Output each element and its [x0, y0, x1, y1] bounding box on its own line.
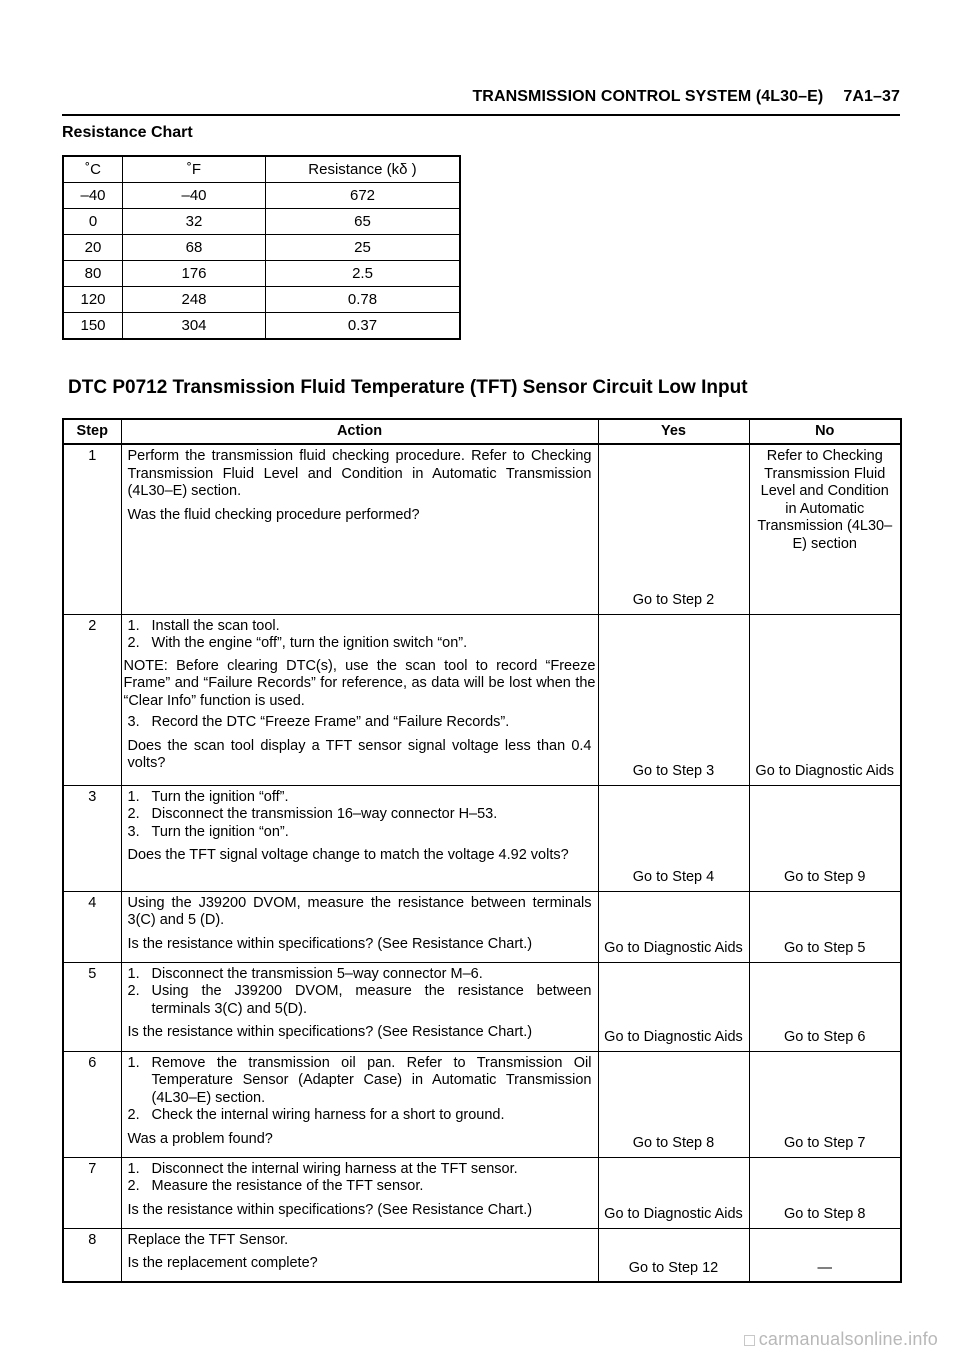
celsius-cell: 80: [63, 261, 123, 287]
list-item: [128, 789, 592, 807]
celsius-cell: –40: [63, 183, 123, 209]
list-item-text: Disconnect the transmission 5–way connector M–6.: [151, 965, 483, 982]
list-item-number: 2.: [127, 806, 140, 822]
list-item-text: Record the DTC “Freeze Frame” and “Failure Records”.: [151, 714, 510, 730]
resistance-cell: 2.5: [266, 261, 461, 287]
watermark-box-icon: [744, 1335, 755, 1346]
list-item-number: 3.: [127, 714, 140, 730]
action-text: Using the J39200 DVOM, measure the resistance between terminals 3(C) and 5 (D).: [127, 894, 592, 928]
resistance-cell: 0.78: [266, 287, 461, 313]
table-row: [63, 1051, 901, 1157]
resistance-chart-table: [62, 155, 461, 340]
table-row: [63, 235, 460, 261]
resistance-chart-header-row: [63, 156, 460, 183]
action-question: Is the resistance within specifications? (See Resistance Chart.): [127, 1201, 533, 1218]
no-result: Go to Step 5: [749, 891, 901, 962]
resistance-cell: 65: [266, 209, 461, 235]
dtc-title: DTC P0712 Transmission Fluid Temperature (TFT) Sensor Circuit Low Input: [68, 377, 748, 398]
celsius-cell: 120: [63, 287, 123, 313]
action-cell: [121, 1228, 598, 1282]
list-item: [128, 966, 592, 984]
action-cell: [121, 785, 598, 891]
fahrenheit-cell: 68: [123, 235, 266, 261]
list-item-number: 3.: [127, 823, 140, 840]
list-item: [128, 824, 592, 842]
list-item: [128, 983, 592, 1018]
column-header-action: Action: [121, 419, 598, 444]
table-row: [63, 1157, 901, 1228]
step-number: 6: [63, 1051, 121, 1157]
action-question: Does the scan tool display a TFT sensor signal voltage less than 0.4 volts?: [127, 737, 592, 771]
list-item-number: 2.: [127, 635, 140, 651]
step-number: 3: [63, 785, 121, 891]
action-cell: [121, 1157, 598, 1228]
watermark: [744, 1329, 938, 1350]
action-question: Is the resistance within specifications? (See Resistance Chart.): [127, 935, 533, 952]
step-number: 5: [63, 962, 121, 1051]
step-number: 7: [63, 1157, 121, 1228]
list-item-number: 2.: [127, 983, 140, 999]
step-number: 4: [63, 891, 121, 962]
table-row: [63, 444, 901, 614]
resistance-cell: 25: [266, 235, 461, 261]
table-row: [63, 614, 901, 785]
list-item-text: Measure the resistance of the TFT sensor.: [151, 1178, 424, 1194]
fahrenheit-cell: 32: [123, 209, 266, 235]
column-header-yes: Yes: [598, 419, 749, 444]
action-question: Was a problem found?: [127, 1130, 273, 1147]
action-cell: [121, 891, 598, 962]
yes-result: Go to Step 8: [598, 1051, 749, 1157]
action-question: Does the TFT signal voltage change to match the voltage 4.92 volts?: [127, 847, 569, 863]
step-number: 8: [63, 1228, 121, 1282]
no-result: Go to Step 7: [749, 1051, 901, 1157]
no-result: Go to Step 9: [749, 785, 901, 891]
action-list: [128, 1161, 592, 1196]
page-header: [62, 88, 900, 106]
table-row: [63, 261, 460, 287]
section-title: TRANSMISSION CONTROL SYSTEM (4L30–E): [472, 88, 824, 105]
list-item-number: 2.: [127, 1107, 140, 1123]
yes-result: Go to Diagnostic Aids: [598, 962, 749, 1051]
list-item-number: 1.: [127, 1054, 140, 1071]
no-result: Go to Diagnostic Aids: [749, 614, 901, 785]
list-item-number: 1.: [127, 1160, 140, 1177]
yes-result: Go to Step 12: [598, 1228, 749, 1282]
action-list: [128, 618, 592, 653]
action-note: NOTE: Before clearing DTC(s), use the scan tool to record “Freeze Frame” and “Failure Records” for reference, as data will be lost when the “Clear Info” function is used.: [123, 657, 596, 709]
no-result: Go to Step 8: [749, 1157, 901, 1228]
watermark-text: carmanualsonline.info: [758, 1329, 938, 1349]
yes-result: Go to Step 4: [598, 785, 749, 891]
list-item: [128, 714, 592, 732]
table-row: [63, 287, 460, 313]
column-header-resistance: Resistance (kδ ): [266, 156, 461, 183]
list-item-text: Disconnect the transmission 16–way connector H–53.: [151, 806, 498, 822]
resistance-chart-title: Resistance Chart: [62, 124, 193, 141]
table-row: [63, 962, 901, 1051]
resistance-cell: 0.37: [266, 313, 461, 340]
table-row: [63, 209, 460, 235]
table-row: [63, 1228, 901, 1282]
list-item: [128, 1055, 592, 1108]
action-list: [128, 789, 592, 842]
column-header-step: Step: [63, 419, 121, 444]
action-question: Is the resistance within specifications? (See Resistance Chart.): [127, 1024, 533, 1040]
table-row: [63, 785, 901, 891]
no-result: —: [749, 1228, 901, 1282]
table-row: [63, 891, 901, 962]
list-item-number: 1.: [127, 788, 140, 805]
list-item: [128, 618, 592, 636]
dtc-header-row: [63, 419, 901, 444]
column-header-no: No: [749, 419, 901, 444]
yes-result: Go to Step 2: [598, 444, 749, 614]
list-item-text: Remove the transmission oil pan. Refer to Transmission Oil Temperature Sensor (Adapter Case) in Automatic Transmission (4L30–E) section.: [151, 1054, 592, 1106]
list-item-number: 2.: [127, 1178, 140, 1194]
no-result: Go to Step 6: [749, 962, 901, 1051]
action-cell: [121, 444, 598, 614]
list-item-number: 1.: [127, 617, 140, 634]
list-item-text: With the engine “off”, turn the ignition switch “on”.: [151, 635, 468, 651]
list-item: [128, 1178, 592, 1196]
list-item-text: Turn the ignition “on”.: [151, 823, 289, 840]
step-number: 2: [63, 614, 121, 785]
list-item-text: Install the scan tool.: [151, 617, 280, 634]
action-cell: [121, 614, 598, 785]
list-item-number: 1.: [127, 965, 140, 982]
list-item-text: Disconnect the internal wiring harness at the TFT sensor.: [151, 1160, 518, 1177]
list-item: [128, 806, 592, 824]
fahrenheit-cell: 248: [123, 287, 266, 313]
table-row: [63, 313, 460, 340]
celsius-cell: 0: [63, 209, 123, 235]
celsius-cell: 20: [63, 235, 123, 261]
action-cell: [121, 962, 598, 1051]
resistance-cell: 672: [266, 183, 461, 209]
list-item-text: Check the internal wiring harness for a short to ground.: [151, 1107, 505, 1123]
list-item: [128, 635, 592, 653]
no-result: Refer to Checking Transmission Fluid Level and Condition in Automatic Transmission (4L30–E) section: [749, 444, 901, 614]
list-item: [128, 1107, 592, 1125]
list-item: [128, 1161, 592, 1179]
action-question: Was the fluid checking procedure performed?: [127, 506, 420, 523]
action-text: Replace the TFT Sensor.: [127, 1231, 289, 1248]
action-text: Perform the transmission fluid checking procedure. Refer to Checking Transmission Fluid Level and Condition in Automatic Transmission (4L30–E) section.: [127, 448, 592, 499]
yes-result: Go to Diagnostic Aids: [598, 1157, 749, 1228]
fahrenheit-cell: 176: [123, 261, 266, 287]
fahrenheit-cell: –40: [123, 183, 266, 209]
list-item-text: Turn the ignition “off”.: [151, 788, 289, 805]
column-header-fahrenheit: ˚F: [123, 156, 266, 183]
action-list: [128, 1055, 592, 1125]
action-list: [128, 966, 592, 1019]
column-header-celsius: ˚C: [63, 156, 123, 183]
fahrenheit-cell: 304: [123, 313, 266, 340]
yes-result: Go to Diagnostic Aids: [598, 891, 749, 962]
yes-result: Go to Step 3: [598, 614, 749, 785]
step-number: 1: [63, 444, 121, 614]
page-number: 7A1–37: [843, 88, 900, 105]
dtc-table: [62, 418, 902, 1283]
action-cell: [121, 1051, 598, 1157]
list-item-text: Using the J39200 DVOM, measure the resistance between terminals 3(C) and 5(D).: [151, 983, 592, 1017]
action-list: [128, 714, 592, 732]
table-row: [63, 183, 460, 209]
action-question: Is the replacement complete?: [127, 1255, 318, 1271]
header-rule: [62, 114, 900, 116]
celsius-cell: 150: [63, 313, 123, 340]
